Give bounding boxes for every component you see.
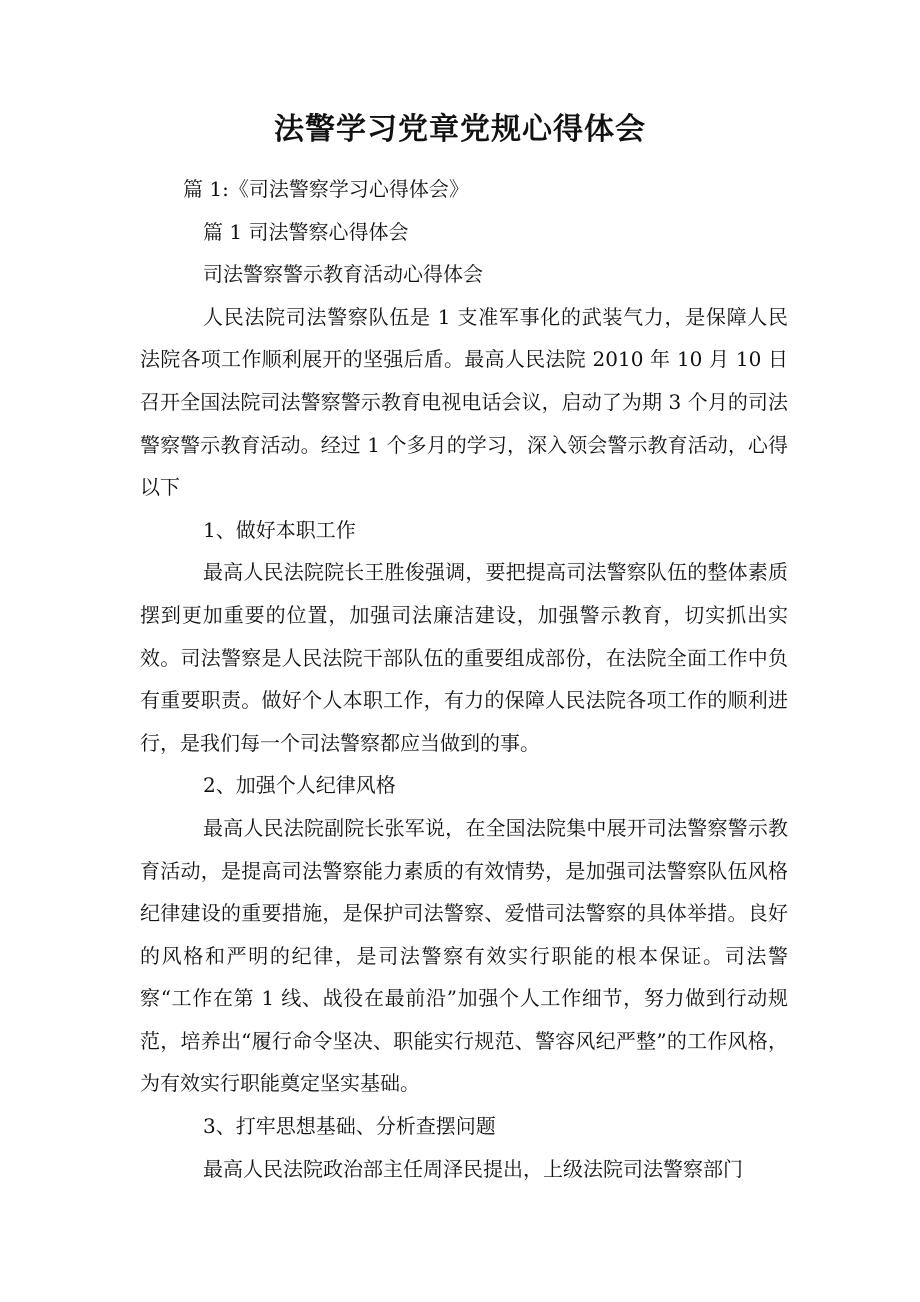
point-heading-1: 1、做好本职工作 — [203, 517, 356, 542]
intro-paragraph: 人民法院司法警察队伍是 1 支准军事化的武装气力，是保障人民法院各项工作顺利展开的坚强后盾。最高人民法院 2010 年 10 月 10 日召开全国法院司法警察警示教育电视电话会议，启动了为期 3 个月的司法警察警示教育活动。经过 1 个多月的学习，深入领会警示教育活动，心得以下 — [140, 304, 788, 500]
point-paragraph-1: 最高人民法院院长王胜俊强调，要把提高司法警察队伍的整体素质摆到更加重要的位置，加强司法廉洁建设，加强警示教育，切实抓出实效。司法警察是人民法院干部队伍的重要组成部份，在法院全面工作中负有重要职责。做好个人本职工作，有力的保障人民法院各项工作的顺利进行，是我们每一个司法警察都应当做到的事。 — [140, 560, 788, 755]
sub-label: 篇 1 司法警察心得体会 — [203, 219, 409, 244]
activity-title: 司法警察警示教育活动心得体会 — [203, 262, 483, 287]
section-label: 篇 1:《司法警察学习心得体会》 — [183, 177, 469, 201]
point-heading-2: 2、加强个人纪律风格 — [203, 773, 396, 798]
point-heading-3: 3、打牢思想基础、分析查摆问题 — [203, 1114, 496, 1139]
document-title: 法警学习党章党规心得体会 — [274, 112, 646, 147]
document-body — [140, 168, 788, 1190]
point-paragraph-3: 最高人民法院政治部主任周泽民提出，上级法院司法警察部门 — [203, 1156, 743, 1181]
point-paragraph-2: 最高人民法院副院长张军说，在全国法院集中展开司法警察警示教育活动，是提高司法警察能力素质的有效情势，是加强司法警察队伍风格纪律建设的重要措施，是保护司法警察、爱惜司法警察的具体举措。良好的风格和严明的纪律，是司法警察有效实行职能的根本保证。司法警察“工作在第 1 线、战役在最前沿”加强个人工作细节，努力做到行动规范，培养出“履行命令坚决、职能实行规范、警容风纪严整”的工作风格，为有效实行职能奠定坚实基础。 — [140, 815, 788, 1096]
